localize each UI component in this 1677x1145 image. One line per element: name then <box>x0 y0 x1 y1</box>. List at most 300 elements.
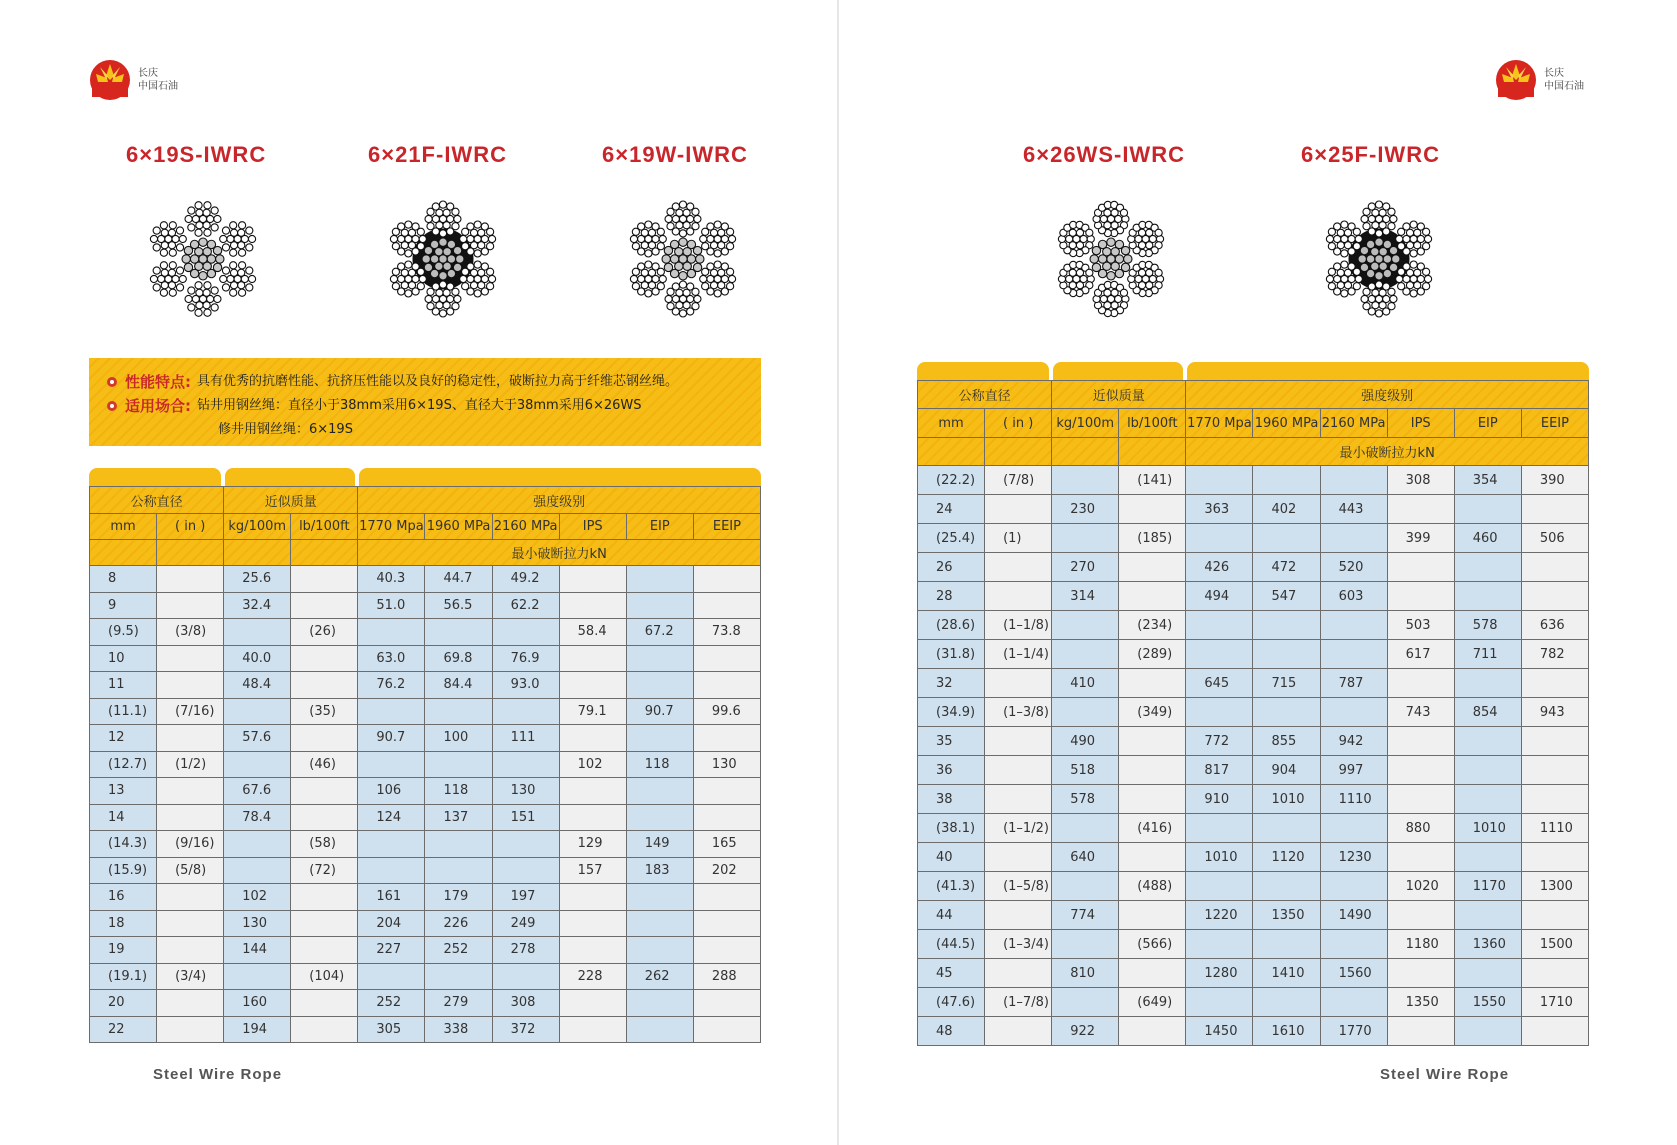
table-row <box>918 553 1589 582</box>
cell-2160: 520 <box>1320 553 1387 582</box>
cell-mm: 40 <box>918 843 985 872</box>
cell-kg: 410 <box>1052 669 1119 698</box>
table-row <box>90 725 761 752</box>
cell-1770: 1280 <box>1186 959 1253 988</box>
rope-title-6x26ws: 6×26WS-IWRC <box>1023 142 1185 167</box>
cell-ips: 1180 <box>1387 930 1454 959</box>
cell-mm: 45 <box>918 959 985 988</box>
header-blank <box>224 540 291 566</box>
cell-lb <box>1119 843 1186 872</box>
cell-eip <box>626 910 693 937</box>
cell-ips <box>559 592 626 619</box>
cell-eeip: 165 <box>693 831 760 858</box>
cell-eeip: 73.8 <box>693 619 760 646</box>
cell-in: (5/8) <box>157 857 224 884</box>
cell-kg: 230 <box>1052 495 1119 524</box>
table-row <box>90 884 761 911</box>
cell-lb: (26) <box>291 619 358 646</box>
header-1960: 1960 MPa <box>425 514 492 540</box>
cell-1960 <box>1253 872 1320 901</box>
cell-1960 <box>425 751 492 778</box>
cell-eip: 1360 <box>1454 930 1521 959</box>
cell-ips <box>1387 901 1454 930</box>
cell-in <box>157 1016 224 1043</box>
cell-2160: 1110 <box>1320 785 1387 814</box>
table-row <box>90 645 761 672</box>
cell-eip <box>626 990 693 1017</box>
header-approx-mass: 近似质量 <box>1052 381 1186 409</box>
cell-lb: (416) <box>1119 814 1186 843</box>
cell-kg <box>1052 466 1119 495</box>
cell-lb <box>291 804 358 831</box>
header-mm: mm <box>918 409 985 438</box>
cell-in <box>157 804 224 831</box>
cell-1960 <box>1253 640 1320 669</box>
cell-ips <box>559 910 626 937</box>
header-approx-mass: 近似质量 <box>224 487 358 514</box>
cell-kg <box>224 857 291 884</box>
cell-ips: 102 <box>559 751 626 778</box>
cell-mm: (47.6) <box>918 988 985 1017</box>
cell-in: (1) <box>985 524 1052 553</box>
cell-lb: (289) <box>1119 640 1186 669</box>
cell-mm: 11 <box>90 672 157 699</box>
cell-ips <box>559 672 626 699</box>
cell-1770 <box>358 619 425 646</box>
cell-eeip <box>1521 843 1588 872</box>
cell-2160 <box>1320 698 1387 727</box>
cell-eeip <box>1521 669 1588 698</box>
cell-1770 <box>358 698 425 725</box>
cell-mm: 24 <box>918 495 985 524</box>
cell-eeip <box>693 990 760 1017</box>
cell-lb: (58) <box>291 831 358 858</box>
cell-2160: 1230 <box>1320 843 1387 872</box>
cell-2160 <box>1320 524 1387 553</box>
cell-1960 <box>1253 814 1320 843</box>
table-row <box>918 872 1589 901</box>
spec-table-left-wrapper <box>89 464 761 1043</box>
cell-ips <box>1387 843 1454 872</box>
spec-table-right <box>917 380 1589 1046</box>
rope-section-6x19s-image <box>142 198 264 320</box>
cell-lb <box>1119 727 1186 756</box>
cell-eip: 90.7 <box>626 698 693 725</box>
cell-in <box>157 884 224 911</box>
cell-kg: 40.0 <box>224 645 291 672</box>
cell-eip: 118 <box>626 751 693 778</box>
table-row <box>918 640 1589 669</box>
cell-eeip <box>693 645 760 672</box>
features-box <box>89 358 761 446</box>
cell-in <box>157 645 224 672</box>
cell-in <box>985 495 1052 524</box>
cell-1770: 494 <box>1186 582 1253 611</box>
cell-2160 <box>1320 814 1387 843</box>
cell-kg: 48.4 <box>224 672 291 699</box>
cell-in: (1–5/8) <box>985 872 1052 901</box>
cell-2160: 130 <box>492 778 559 805</box>
cell-mm: 22 <box>90 1016 157 1043</box>
table-row <box>918 756 1589 785</box>
cell-mm: (31.8) <box>918 640 985 669</box>
table-row <box>918 785 1589 814</box>
cell-kg: 130 <box>224 910 291 937</box>
cell-2160: 278 <box>492 937 559 964</box>
cell-ips: 1350 <box>1387 988 1454 1017</box>
cell-eip <box>626 884 693 911</box>
cell-mm: 28 <box>918 582 985 611</box>
cell-lb: (234) <box>1119 611 1186 640</box>
table-row <box>90 619 761 646</box>
table-row <box>918 901 1589 930</box>
cell-1960 <box>425 698 492 725</box>
cell-lb: (46) <box>291 751 358 778</box>
cell-ips <box>1387 582 1454 611</box>
header-blank <box>291 540 358 566</box>
table-row <box>918 582 1589 611</box>
tab-shape <box>1187 362 1589 380</box>
cell-mm: (22.2) <box>918 466 985 495</box>
cell-ips <box>559 566 626 593</box>
header-eeip: EEIP <box>1521 409 1588 438</box>
cell-ips: 1020 <box>1387 872 1454 901</box>
cell-eeip: 1710 <box>1521 988 1588 1017</box>
cell-in: (7/16) <box>157 698 224 725</box>
cell-2160: 62.2 <box>492 592 559 619</box>
cell-eip: 149 <box>626 831 693 858</box>
cell-eeip: 636 <box>1521 611 1588 640</box>
bullet-icon <box>107 377 117 387</box>
cell-2160 <box>1320 930 1387 959</box>
cell-1770 <box>358 857 425 884</box>
table-row <box>90 592 761 619</box>
cell-mm: (15.9) <box>90 857 157 884</box>
cell-1960: 137 <box>425 804 492 831</box>
cell-mm: 13 <box>90 778 157 805</box>
rope-title-6x25f: 6×25F-IWRC <box>1301 142 1440 167</box>
table-row <box>90 990 761 1017</box>
application-row <box>107 394 745 418</box>
cell-mm: (44.5) <box>918 930 985 959</box>
application-label: 适用场合: <box>125 397 191 415</box>
cell-mm: (11.1) <box>90 698 157 725</box>
cell-eip <box>1454 843 1521 872</box>
cell-lb: (349) <box>1119 698 1186 727</box>
table-row <box>90 857 761 884</box>
cell-1960: 855 <box>1253 727 1320 756</box>
cell-eeip: 130 <box>693 751 760 778</box>
cell-lb <box>1119 901 1186 930</box>
cell-1770 <box>1186 872 1253 901</box>
cell-eeip: 202 <box>693 857 760 884</box>
header-nominal-diameter: 公称直径 <box>918 381 1052 409</box>
table-row <box>90 751 761 778</box>
cell-lb <box>1119 1017 1186 1046</box>
table-row <box>918 466 1589 495</box>
table-row <box>90 1016 761 1043</box>
cell-kg: 518 <box>1052 756 1119 785</box>
cell-ips: 503 <box>1387 611 1454 640</box>
header-in: ( in ) <box>985 409 1052 438</box>
header-in: ( in ) <box>157 514 224 540</box>
cell-eip: 262 <box>626 963 693 990</box>
cell-eip: 854 <box>1454 698 1521 727</box>
cell-eip: 711 <box>1454 640 1521 669</box>
cell-in <box>157 592 224 619</box>
cell-mm: 48 <box>918 1017 985 1046</box>
cell-mm: (19.1) <box>90 963 157 990</box>
cell-eeip: 288 <box>693 963 760 990</box>
cell-eip: 354 <box>1454 466 1521 495</box>
cell-in: (3/4) <box>157 963 224 990</box>
cell-2160 <box>492 963 559 990</box>
cell-kg <box>1052 814 1119 843</box>
cell-kg: 578 <box>1052 785 1119 814</box>
table-row <box>918 988 1589 1017</box>
table-row <box>90 831 761 858</box>
cell-2160: 308 <box>492 990 559 1017</box>
cell-ips <box>1387 727 1454 756</box>
cell-in <box>985 959 1052 988</box>
cell-kg <box>1052 988 1119 1017</box>
cell-kg: 25.6 <box>224 566 291 593</box>
cell-eip <box>626 725 693 752</box>
company-logo-left <box>88 58 178 102</box>
cell-2160 <box>1320 466 1387 495</box>
cell-mm: 20 <box>90 990 157 1017</box>
cell-eeip <box>1521 495 1588 524</box>
cell-eip <box>626 1016 693 1043</box>
cell-lb: (72) <box>291 857 358 884</box>
cell-1770: 1220 <box>1186 901 1253 930</box>
cell-mm: 32 <box>918 669 985 698</box>
cell-1770: 363 <box>1186 495 1253 524</box>
header-2160: 2160 MPa <box>1320 409 1387 438</box>
cell-kg <box>224 963 291 990</box>
cell-kg: 102 <box>224 884 291 911</box>
cell-eip <box>626 645 693 672</box>
cell-1770: 40.3 <box>358 566 425 593</box>
cell-ips <box>1387 495 1454 524</box>
cell-lb <box>1119 669 1186 698</box>
logo-line1: 长庆 <box>1544 68 1564 79</box>
cell-2160: 93.0 <box>492 672 559 699</box>
cell-1770: 204 <box>358 910 425 937</box>
cell-eip <box>1454 756 1521 785</box>
cell-ips <box>559 778 626 805</box>
cell-eip <box>1454 727 1521 756</box>
header-blank <box>985 438 1052 466</box>
cell-mm: (14.3) <box>90 831 157 858</box>
cell-lb: (141) <box>1119 466 1186 495</box>
table-row <box>918 524 1589 553</box>
cell-lb <box>1119 495 1186 524</box>
cell-1960: 69.8 <box>425 645 492 672</box>
cell-1960: 56.5 <box>425 592 492 619</box>
cell-2160 <box>492 751 559 778</box>
cell-kg: 32.4 <box>224 592 291 619</box>
cell-lb: (104) <box>291 963 358 990</box>
cell-1770: 124 <box>358 804 425 831</box>
cell-lb <box>291 884 358 911</box>
cell-lb <box>291 645 358 672</box>
cell-eeip <box>1521 1017 1588 1046</box>
cell-ips: 157 <box>559 857 626 884</box>
rope-title-6x21f: 6×21F-IWRC <box>368 142 507 167</box>
cell-lb <box>291 725 358 752</box>
cell-1770 <box>1186 698 1253 727</box>
cell-eip: 1170 <box>1454 872 1521 901</box>
cell-eip <box>1454 1017 1521 1046</box>
page-fold <box>837 0 839 1145</box>
cell-eip <box>1454 901 1521 930</box>
cell-1960 <box>1253 466 1320 495</box>
cell-eeip <box>1521 785 1588 814</box>
table-row <box>90 698 761 725</box>
cell-eeip <box>693 1016 760 1043</box>
cell-kg: 640 <box>1052 843 1119 872</box>
cell-2160: 1490 <box>1320 901 1387 930</box>
cell-ips <box>559 804 626 831</box>
cell-lb <box>1119 553 1186 582</box>
table-row <box>918 843 1589 872</box>
cell-1960 <box>425 831 492 858</box>
cell-2160 <box>1320 872 1387 901</box>
header-nominal-diameter: 公称直径 <box>90 487 224 514</box>
cell-ips: 228 <box>559 963 626 990</box>
tab-shape <box>1053 362 1183 380</box>
cell-in: (9/16) <box>157 831 224 858</box>
cell-mm: 35 <box>918 727 985 756</box>
cell-ips: 880 <box>1387 814 1454 843</box>
table-row <box>918 1017 1589 1046</box>
cell-1770: 252 <box>358 990 425 1017</box>
cell-eeip: 943 <box>1521 698 1588 727</box>
cell-2160 <box>1320 988 1387 1017</box>
cell-1770 <box>1186 930 1253 959</box>
cell-1770 <box>358 751 425 778</box>
cell-lb: (649) <box>1119 988 1186 1017</box>
cell-lb <box>291 990 358 1017</box>
cell-kg <box>1052 698 1119 727</box>
cell-eip: 1550 <box>1454 988 1521 1017</box>
cell-ips <box>559 937 626 964</box>
cell-eeip <box>693 725 760 752</box>
table-row <box>90 778 761 805</box>
cell-in <box>157 672 224 699</box>
cell-mm: 44 <box>918 901 985 930</box>
cell-eeip <box>693 672 760 699</box>
cell-in <box>157 937 224 964</box>
cell-in <box>985 756 1052 785</box>
cell-1960: 1610 <box>1253 1017 1320 1046</box>
cell-1960: 338 <box>425 1016 492 1043</box>
cell-ips <box>559 725 626 752</box>
logo-line2: 中国石油 <box>138 81 178 92</box>
cell-eeip <box>1521 959 1588 988</box>
cell-eeip: 390 <box>1521 466 1588 495</box>
cell-eip: 460 <box>1454 524 1521 553</box>
table-row <box>918 727 1589 756</box>
cell-1770 <box>1186 466 1253 495</box>
cell-1770: 90.7 <box>358 725 425 752</box>
performance-text: 具有优秀的抗磨性能、抗挤压性能以及良好的稳定性，破断拉力高于纤维芯钢丝绳。 <box>197 374 679 389</box>
cell-kg <box>224 831 291 858</box>
cell-eeip: 99.6 <box>693 698 760 725</box>
cell-1960: 118 <box>425 778 492 805</box>
cell-eeip <box>1521 582 1588 611</box>
cell-2160 <box>1320 611 1387 640</box>
cell-lb <box>291 910 358 937</box>
cell-in: (1–3/4) <box>985 930 1052 959</box>
cell-kg <box>224 751 291 778</box>
cell-eeip <box>1521 901 1588 930</box>
table-row <box>918 959 1589 988</box>
cell-kg <box>224 619 291 646</box>
cell-1960: 44.7 <box>425 566 492 593</box>
cell-1960 <box>425 963 492 990</box>
cell-1960: 1010 <box>1253 785 1320 814</box>
cell-1960: 1120 <box>1253 843 1320 872</box>
cell-ips <box>559 1016 626 1043</box>
cell-mm: 18 <box>90 910 157 937</box>
cell-lb <box>1119 959 1186 988</box>
table-row <box>918 495 1589 524</box>
cell-ips: 399 <box>1387 524 1454 553</box>
table-row <box>918 669 1589 698</box>
cell-1770: 426 <box>1186 553 1253 582</box>
cell-eeip <box>1521 553 1588 582</box>
cell-eip <box>626 937 693 964</box>
cell-eeip: 506 <box>1521 524 1588 553</box>
header-lb: lb/100ft <box>291 514 358 540</box>
cell-mm: (25.4) <box>918 524 985 553</box>
cell-lb <box>291 592 358 619</box>
cell-1770: 161 <box>358 884 425 911</box>
table-row <box>918 698 1589 727</box>
footer-steel-wire-rope-left: Steel Wire Rope <box>153 1066 283 1083</box>
cell-kg <box>1052 611 1119 640</box>
cell-2160: 151 <box>492 804 559 831</box>
cell-in: (1/2) <box>157 751 224 778</box>
cell-eeip <box>693 592 760 619</box>
rope-section-6x21f-image <box>382 198 504 320</box>
header-blank <box>157 540 224 566</box>
cell-lb <box>291 778 358 805</box>
cell-1960: 100 <box>425 725 492 752</box>
cell-eip: 183 <box>626 857 693 884</box>
cell-eip <box>1454 959 1521 988</box>
cell-kg <box>224 698 291 725</box>
cell-in <box>985 785 1052 814</box>
cell-eip <box>626 566 693 593</box>
cell-1960 <box>1253 611 1320 640</box>
cell-1770: 645 <box>1186 669 1253 698</box>
header-ips: IPS <box>559 514 626 540</box>
cell-lb: (185) <box>1119 524 1186 553</box>
header-1770: 1770 Mpa <box>358 514 425 540</box>
cell-in: (1–1/4) <box>985 640 1052 669</box>
table-row <box>90 804 761 831</box>
cell-lb: (488) <box>1119 872 1186 901</box>
table-row <box>90 672 761 699</box>
cell-kg: 922 <box>1052 1017 1119 1046</box>
header-kg: kg/100m <box>1052 409 1119 438</box>
cell-2160 <box>492 698 559 725</box>
cell-2160: 1770 <box>1320 1017 1387 1046</box>
cell-ips <box>559 990 626 1017</box>
